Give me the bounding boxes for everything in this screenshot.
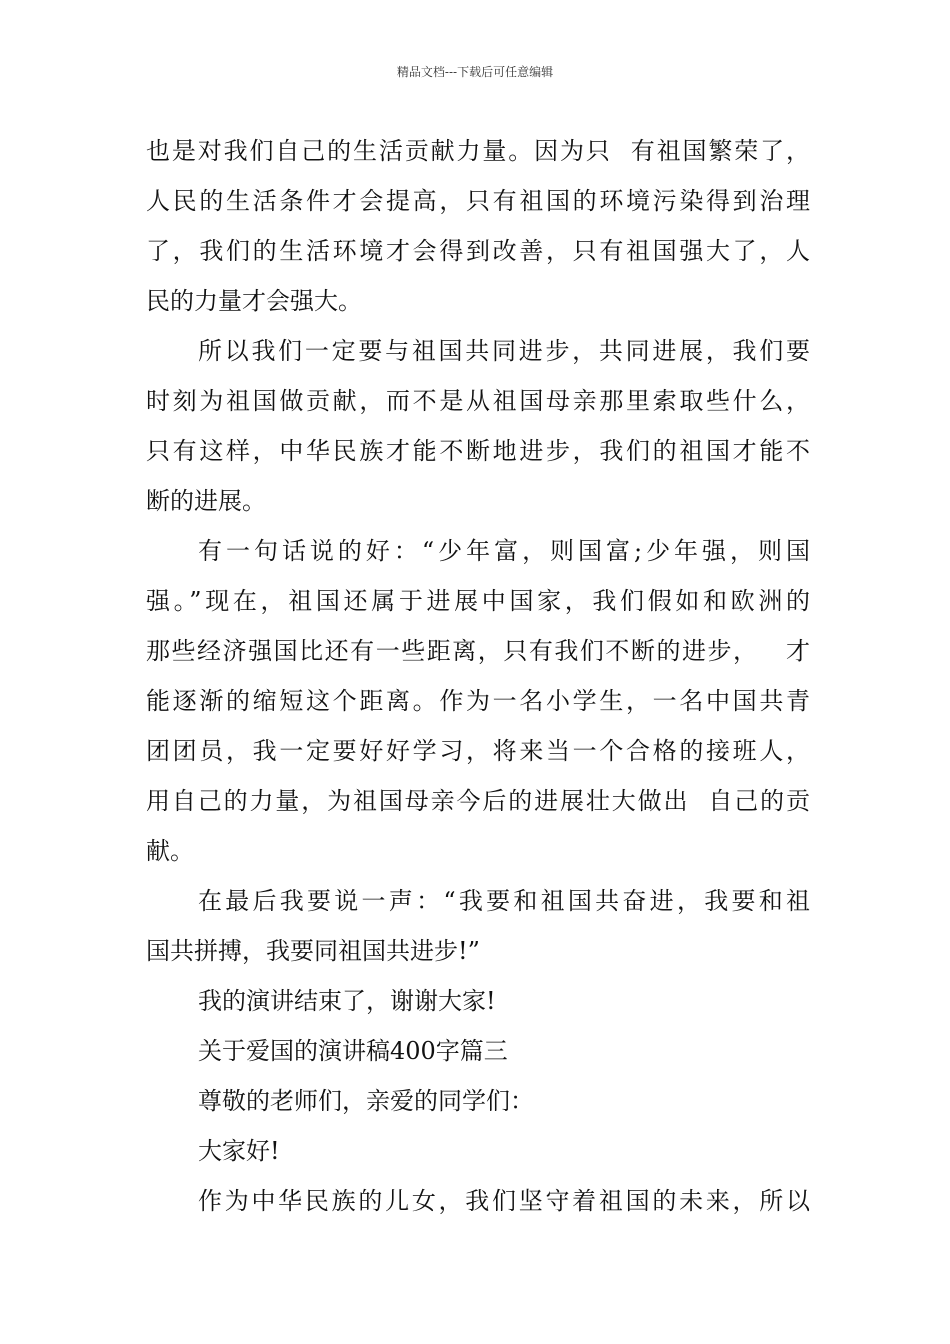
text-line: 时刻为祖国做贡献，而不是从祖国母亲那里索取些什么， [146, 387, 810, 415]
text-line: 也是对我们自己的生活贡献力量。因为只 有祖国繁荣了， [146, 137, 810, 165]
greeting: 大家好! [198, 1137, 280, 1165]
text-line: 强。”现在，祖国还属于进展中国家，我们假如和欧洲的 [146, 587, 810, 615]
paragraph-start-line: 作为中华民族的儿女，我们坚守着祖国的未来，所以 [198, 1187, 810, 1215]
document-body [146, 126, 810, 1226]
text-line: 用自己的力量，为祖国母亲今后的进展壮大做出 自己的贡 [146, 787, 810, 815]
text-line: 那些经济强国比还有一些距离，只有我们不断的进步， 才 [146, 637, 810, 665]
paragraph-start-line: 在最后我要说一声：“我要和祖国共奋进，我要和祖 [198, 887, 810, 915]
paragraph-start-line: 所以我们一定要与祖国共同进步，共同进展，我们要 [198, 337, 810, 365]
text-line: 献。 [146, 837, 194, 865]
text-line: 了，我们的生活环境才会得到改善，只有祖国强大了，人 [146, 237, 810, 265]
text-line: 能逐渐的缩短这个距离。作为一名小学生，一名中国共青 [146, 687, 810, 715]
text-line: 团团员，我一定要好好学习，将来当一个合格的接班人， [146, 737, 810, 765]
text-line: 人民的生活条件才会提高，只有祖国的环境污染得到治理 [146, 187, 810, 215]
section-title: 关于爱国的演讲稿400字篇三 [198, 1037, 508, 1065]
paragraph-start-line: 我的演讲结束了，谢谢大家! [198, 987, 496, 1015]
paragraph-start-line: 有一句话说的好：“少年富，则国富;少年强，则国 [198, 537, 810, 565]
text-line: 民的力量才会强大。 [146, 287, 362, 315]
text-line: 国共拼搏，我要同祖国共进步!” [146, 937, 480, 965]
salutation: 尊敬的老师们，亲爱的同学们： [198, 1087, 534, 1115]
text-line: 只有这样，中华民族才能不断地进步，我们的祖国才能不 [146, 437, 810, 465]
text-line: 断的进展。 [146, 487, 266, 515]
page-header: 精品文档---下载后可任意编辑 [396, 65, 554, 79]
